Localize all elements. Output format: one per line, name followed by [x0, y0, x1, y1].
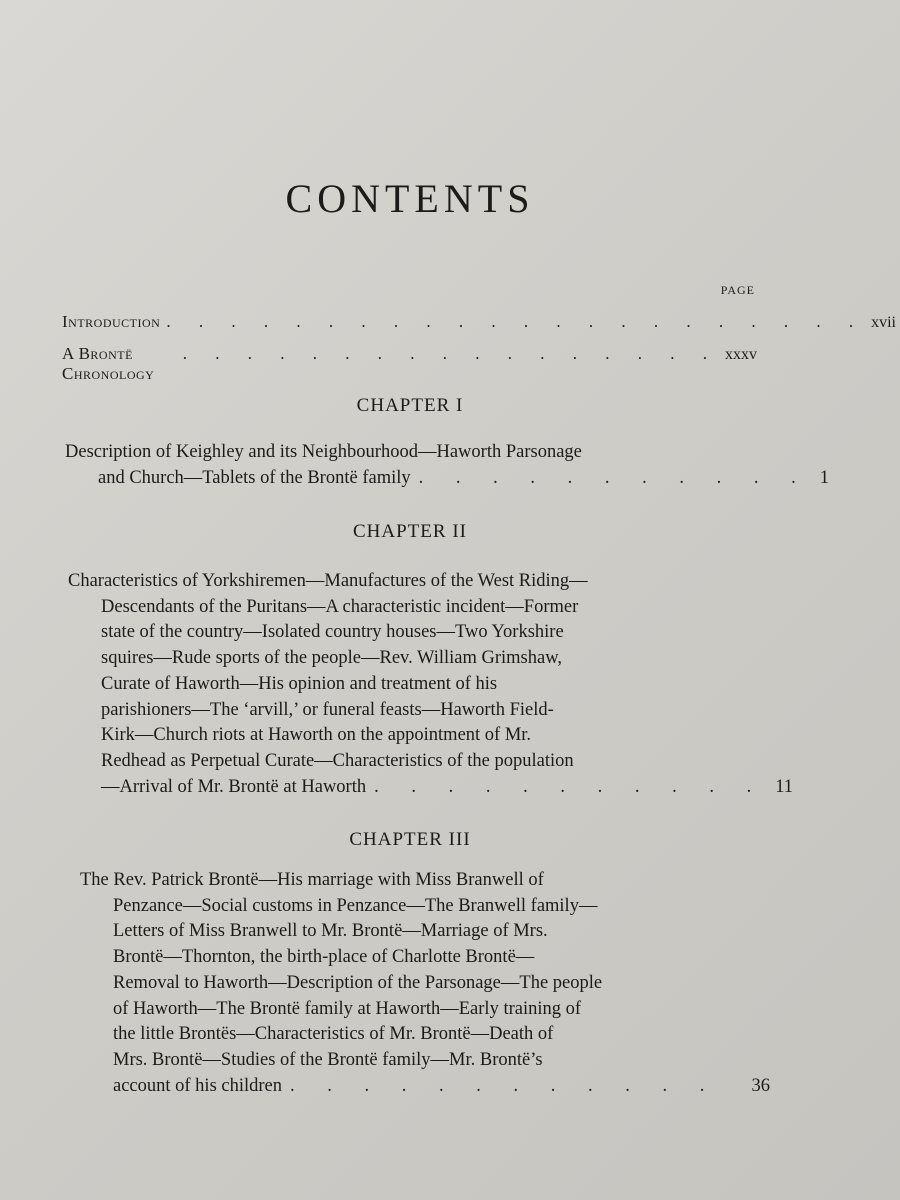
toc-page-number: 11 — [775, 776, 794, 797]
entry-line: Descendants of the Puritans—A characteristic incident—Former — [101, 596, 579, 617]
toc-entry-label: Introduction — [62, 312, 161, 331]
leader-dots: . . . . . . . . . . . — [374, 776, 766, 797]
entry-line: of Haworth—The Brontë family at Haworth—Early training of — [113, 998, 582, 1019]
chapter-2-entry[interactable] — [68, 569, 794, 800]
toc-entry-label: A Brontë Chronology — [62, 344, 155, 383]
entry-line: Redhead as Perpetual Curate—Characteristics of the population — [101, 750, 574, 771]
entry-last-line — [65, 465, 829, 491]
entry-line: squires—Rude sports of the people—Rev. William Grimshaw, — [101, 648, 563, 669]
leader-dots: . . . . . . . . . . . — [418, 468, 810, 488]
toc-page-number: xvii — [871, 314, 896, 331]
entry-last-line — [80, 1074, 770, 1100]
entry-line: —Arrival of Mr. Brontë at Haworth — [101, 776, 367, 797]
entry-line: Letters of Miss Branwell to Mr. Brontë—Marriage of Mrs. — [113, 921, 548, 942]
page-title: CONTENTS — [285, 176, 535, 221]
entry-line: and Church—Tablets of the Brontë family — [98, 468, 411, 488]
entry-line: Curate of Haworth—His opinion and treatment of his — [101, 673, 498, 694]
entry-line: Removal to Haworth—Description of the Parsonage—The people — [113, 972, 603, 993]
entry-line: parishioners—The ‘arvill,’ or funeral feasts—Haworth Field- — [101, 699, 554, 720]
entry-line: Characteristics of Yorkshiremen—Manufactures of the West Riding— — [68, 571, 588, 591]
entry-line: Mrs. Brontë—Studies of the Brontë family—Mr. Brontë’s — [113, 1049, 543, 1070]
toc-page-number: 36 — [751, 1075, 770, 1096]
leader-dots: . . . . . . . . . . . . . . . . . — [182, 344, 719, 363]
entry-last-line — [68, 775, 794, 801]
entry-line: The Rev. Patrick Brontë—His marriage with Miss Branwell of — [80, 870, 544, 890]
entry-line: state of the country—Isolated country houses—Two Yorkshire — [101, 622, 564, 643]
entry-line: Penzance—Social customs in Penzance—The Branwell family— — [113, 895, 598, 916]
chapter-heading-3: CHAPTER III — [349, 829, 471, 850]
chapter-3-entry[interactable] — [80, 868, 770, 1099]
entry-line: Kirk—Church riots at Haworth on the appointment of Mr. — [101, 725, 532, 746]
entry-line: Brontë—Thornton, the birth-place of Charlotte Brontë— — [113, 947, 535, 968]
page-column-label: PAGE — [720, 283, 755, 297]
entry-line: the little Brontës—Characteristics of Mr. Brontë—Death of — [113, 1024, 554, 1045]
toc-page-number: xxxv — [725, 346, 757, 363]
toc-entry-chronology[interactable] — [62, 344, 757, 384]
chapter-1-entry[interactable] — [65, 439, 829, 491]
toc-entry-introduction[interactable] — [62, 312, 896, 332]
leader-dots: . . . . . . . . . . . . . . . . . . . . . . — [166, 312, 866, 331]
leader-dots: . . . . . . . . . . . . — [290, 1075, 719, 1096]
entry-line: Description of Keighley and its Neighbourhood—Haworth Parsonage — [65, 442, 582, 462]
chapter-heading-2: CHAPTER II — [353, 521, 467, 542]
entry-line: account of his children — [113, 1075, 283, 1096]
toc-page-number: 1 — [819, 468, 829, 488]
chapter-heading-1: CHAPTER I — [356, 395, 464, 416]
